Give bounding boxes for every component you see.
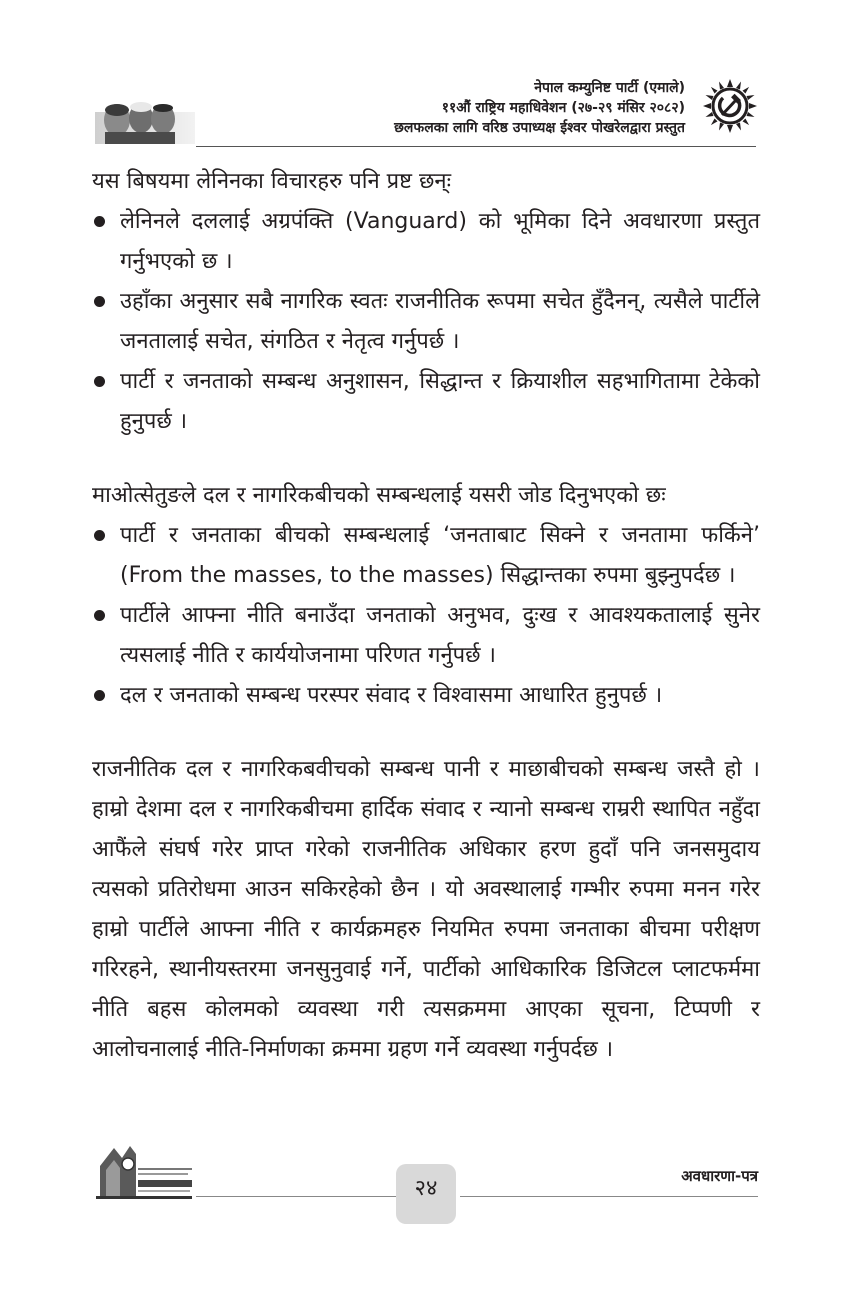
section2-bullet-list (92, 516, 760, 716)
list-item (92, 516, 760, 596)
page-header (0, 0, 863, 160)
bullet-icon (94, 376, 105, 387)
header-rule (196, 146, 756, 147)
bullet-icon (94, 690, 105, 701)
list-item-text: पार्टी र जनताका बीचको सम्बन्धलाई ‘जनताबाट सिक्ने र जनतामा फर्किने’ (From the masses, to the masses) सिद्धान्तका रुपमा बुझ्नुपर्दछ । (120, 523, 760, 588)
page-content (92, 162, 760, 1070)
section1-bullet-list (92, 202, 760, 442)
list-item-text: दल र जनताको सम्बन्ध परस्पर संवाद र विश्वासमा आधारित हुनुपर्छ । (120, 683, 663, 708)
list-item-text: लेनिनले दललाई अग्रपंक्ति (Vanguard) को भूमिका दिने अवधारणा प्रस्तुत गर्नुभएको छ । (120, 209, 760, 274)
list-item-text: उहाँका अनुसार सबै नागरिक स्वतः राजनीतिक रूपमा सचेत हुँदैनन्, त्यसैले पार्टीले जनतालाई सचेत, संगठित र नेतृत्व गर्नुपर्छ । (120, 289, 760, 354)
section1-intro: यस बिषयमा लेनिनका विचारहरु पनि प्रष्ट छन्ः (92, 169, 452, 194)
footer-title: अवधारणा-पत्र (681, 1167, 758, 1185)
body-paragraph: राजनीतिक दल र नागरिकबवीचको सम्बन्ध पानी र माछाबीचको सम्बन्ध जस्तै हो । हाम्रो देशमा दल र नागरिकबीचमा हार्दिक संवाद र न्यानो सम्बन्ध राम्ररी स्थापित नहुँदा आफैंले संघर्ष गरेर प्राप्त गरेको राजनीतिक अधिकार हरण हुदाँ पनि जनसमुदाय त्यसको प्रतिरोधमा आउन सकिरहेको छैन । यो अवस्थालाई गम्भीर रुपमा मनन गरेर हाम्रो पार्टीले आफ्ना नीति र कार्यक्रमहरु नियमित रुपमा जनताका बीचमा परीक्षण गरिरहने, स्थानीयस्तरमा जनसुनुवाई गर्ने, पार्टीको आधिकारिक डिजिटल प्लाटफर्ममा नीति बहस कोलमको व्यवस्था गरी त्यसक्रममा आएका सूचना, टिप्पणी र आलोचनालाई नीति-निर्माणका क्रममा ग्रहण गर्ने व्यवस्था गर्नुपर्दछ । (92, 757, 760, 1062)
convention-logo (92, 1138, 196, 1200)
party-name: नेपाल कम्युनिष्ट पार्टी (एमाले) (534, 80, 685, 96)
footer-rule-right (460, 1196, 758, 1197)
convention-name: ११औं राष्ट्रिय महाधिवेशन (२७-२९ मंसिर २०८२) (441, 100, 685, 116)
header-text (394, 78, 685, 138)
list-item (92, 362, 760, 442)
list-item (92, 202, 760, 282)
bullet-icon (94, 216, 105, 227)
list-item (92, 282, 760, 362)
list-item-text: पार्टीले आफ्ना नीति बनाउँदा जनताको अनुभव, दुःख र आवश्यकतालाई सुनेर त्यसलाई नीति र कार्ययोजनामा परिणत गर्नुपर्छ । (120, 603, 760, 668)
list-item (92, 596, 760, 676)
section2-intro: माओत्सेतुङले दल र नागरिकबीचको सम्बन्धलाई यसरी जोड दिनुभएको छः (92, 483, 666, 508)
bullet-icon (94, 610, 105, 621)
presenter-line: छलफलका लागि वरिष्ठ उपाध्यक्ष ईश्वर पोखरेलद्वारा प्रस्तुत (394, 120, 685, 136)
party-leaders-photo (95, 92, 195, 144)
section-spacer (92, 716, 760, 750)
hammer-sickle-sun-icon (702, 78, 758, 134)
list-item (92, 676, 760, 716)
bullet-icon (94, 296, 105, 307)
bullet-icon (94, 530, 105, 541)
list-item-text: पार्टी र जनताको सम्बन्ध अनुशासन, सिद्धान्त र क्रियाशील सहभागितामा टेकेको हुनुपर्छ । (120, 369, 760, 434)
page-number: २४ (396, 1164, 456, 1224)
footer-rule-left (196, 1196, 396, 1197)
section-spacer (92, 442, 760, 476)
